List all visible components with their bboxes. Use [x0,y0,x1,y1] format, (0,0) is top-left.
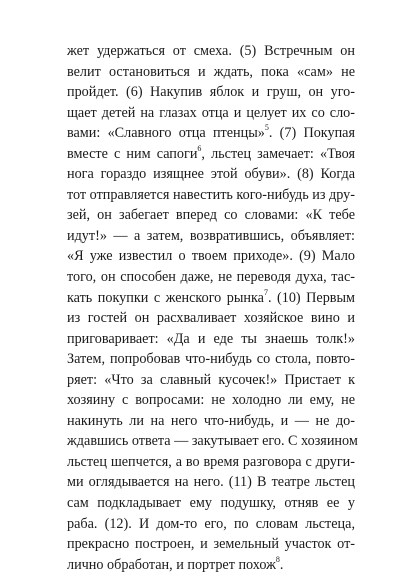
text-line [67,103,355,124]
text-line [67,308,355,329]
text-line [67,267,355,288]
text-line [67,288,355,309]
text-line [67,82,355,103]
footnote-marker: 5 [264,123,269,133]
text-line-content: из гостей он расхваливает хозяйское вино и [67,310,355,327]
text-line [67,329,355,350]
text-line [67,555,355,575]
text-line-content: того, он способен даже, не переводя духа, тас- [67,269,355,286]
text-line [67,226,355,247]
text-line [67,349,355,370]
text-line-continuation: , льстец замечает: «Твоя [201,145,355,162]
text-line [67,205,355,226]
text-line [67,123,355,144]
text-line-content: жет удержаться от смеха. (5) Встречным он [67,43,355,59]
text-line-content: прекрасно построен, и земельный участок от- [67,536,355,553]
text-line-content: нога гораздо изящнее этой обуви». (8) Когда [67,166,355,183]
text-line [67,493,355,514]
text-line [67,514,355,535]
text-line-content: пройдет. (6) Накупив яблок и груш, он уго- [67,84,355,101]
text-line [67,534,355,555]
text-line [67,411,355,432]
text-line-content: хозяину с вопросами: не холодно ли ему, не [67,392,355,409]
text-line-continuation: . [279,556,284,573]
text-line-content: раба. (12). И дом-то его, по словам льстеца, [67,515,355,532]
text-line-content: вами: «Славного отца птенцы» [67,125,265,142]
text-line-content: велит остановиться и ждать, пока «сам» не [67,63,355,80]
text-line-content: приговаривает: «Да и еде ты знаешь толк!» [67,330,355,347]
text-line [67,41,355,62]
text-line-content: кать покупки с женского рынка [67,289,264,306]
text-line-continuation: . (10) Первым [267,289,356,306]
text-line-content: тот отправляется навестить кого-нибудь из дру- [67,186,355,203]
text-line-content: идут!» — а затем, возвратившись, объявляет: [67,227,355,244]
text-line-content: вместе с ним сапоги [67,145,198,162]
text-line-content: зей, он забегает вперед со словами: «К тебе [67,207,355,224]
body-text [67,41,358,575]
text-line [67,164,355,185]
text-line [67,431,358,452]
footnote-marker: 6 [197,144,202,153]
text-line-content: «Я уже известил о твоем приходе». (9) Мало [67,248,355,265]
text-line [67,390,355,411]
footnote-marker: 7 [263,287,268,297]
text-line-continuation: . (7) Покупая [268,125,355,142]
text-line-content: ряет: «Что за славный кусочек!» Пристает к [67,371,355,388]
text-line-content: Затем, попробовав что-нибудь со стола, повто- [67,351,355,368]
text-line-content: ми оглядывается на него. (11) В театре льстец [67,474,355,491]
text-line [67,472,355,493]
text-line [67,452,355,473]
footnote-marker: 8 [275,554,280,564]
text-line [67,62,355,83]
text-line [67,185,355,206]
text-line [67,246,355,267]
text-line [67,370,355,391]
text-line-content: щает детей на глазах отца и целует их со сло- [67,104,355,121]
text-line-content: лично обработан, и портрет похож [67,556,276,573]
text-line-content: ждавшись ответа — закутывает его. С хозяином [67,433,358,450]
text-line-content: сам подкладывает ему подушку, отняв ее у [67,495,355,512]
text-line-content: льстец шепчется, а во время разговора с други- [67,453,355,470]
text-line-content: накинуть ли на него что-нибудь, и — не до- [67,412,355,429]
text-line [67,144,355,165]
